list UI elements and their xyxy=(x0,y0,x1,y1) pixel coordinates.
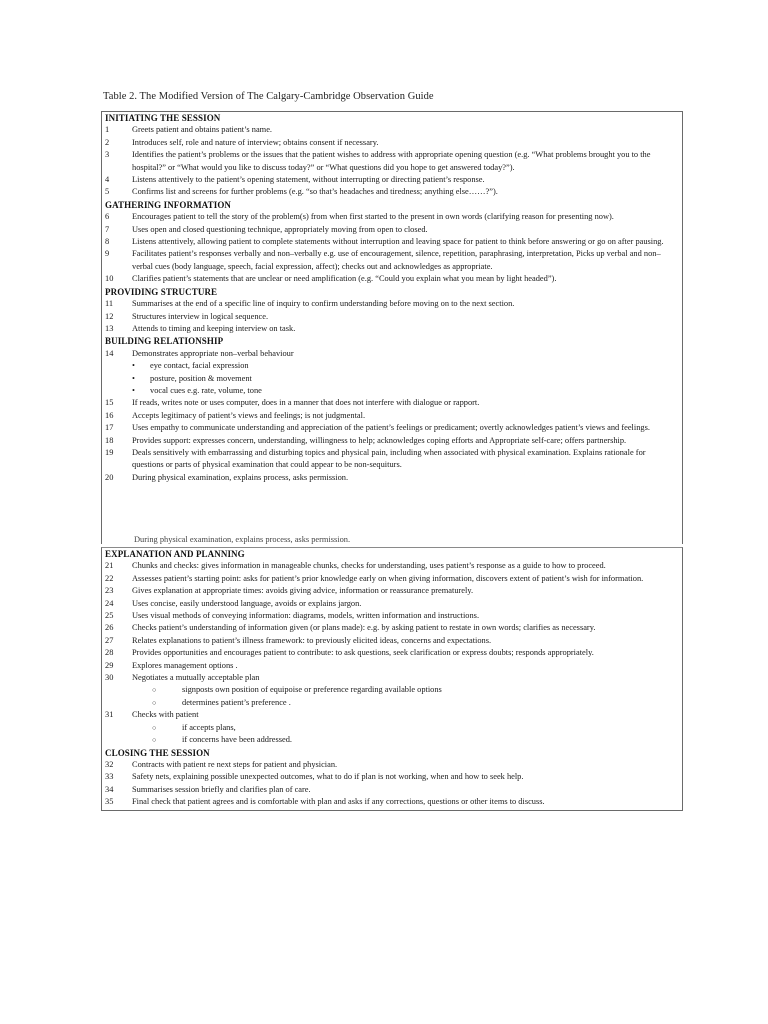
item-text: Checks patient’s understanding of information given (or plans made): e.g. by asking patient to restate in own words; clarifies as necessary. xyxy=(132,623,596,633)
item-number: 4 xyxy=(105,175,110,185)
item-body xyxy=(132,472,682,484)
guide-table-part-1 xyxy=(101,111,683,544)
list-item xyxy=(102,660,682,672)
sub-item xyxy=(132,697,676,709)
item-body xyxy=(132,124,682,136)
item-body xyxy=(132,248,682,273)
item-number: 9 xyxy=(105,249,110,259)
item-number: 32 xyxy=(105,759,114,769)
table-caption: Table 2. The Modified Version of The Calgary-Cambridge Observation Guide xyxy=(103,91,434,102)
sub-item-text: eye contact, facial expression xyxy=(150,361,249,371)
item-body xyxy=(132,560,682,572)
section-heading: EXPLANATION AND PLANNING xyxy=(105,549,245,559)
item-text: Uses empathy to communicate understanding and appreciation of the patient’s feelings or predicament; overtly acknowledges patient’s views and feelings. xyxy=(132,423,650,433)
list-item xyxy=(102,311,682,323)
item-number: 33 xyxy=(105,772,114,782)
item-body xyxy=(132,149,682,174)
item-number: 5 xyxy=(105,187,110,197)
item-text: Listens attentively to the patient’s opening statement, without interrupting or directing patient’s response. xyxy=(132,175,485,185)
item-number: 35 xyxy=(105,797,114,807)
item-body xyxy=(132,709,682,746)
sub-item xyxy=(132,722,676,734)
item-body xyxy=(132,422,682,434)
item-number: 34 xyxy=(105,784,114,794)
list-item xyxy=(102,397,682,409)
item-text: Explores management options . xyxy=(132,660,238,670)
item-text: Contracts with patient re next steps for patient and physician. xyxy=(132,759,338,769)
item-body xyxy=(132,211,682,223)
item-text: Assesses patient’s starting point: asks for patient’s prior knowledge early on when giving information, discovers extent of patient’s wish for information. xyxy=(132,573,644,583)
list-item xyxy=(102,585,682,597)
sub-item-text: posture, position & movement xyxy=(150,373,252,383)
item-body xyxy=(132,311,682,323)
item-body xyxy=(132,622,682,634)
sub-item-text: vocal cues e.g. rate, volume, tone xyxy=(150,385,262,395)
guide-table-part-2 xyxy=(101,547,683,811)
item-body xyxy=(132,784,682,796)
item-number: 11 xyxy=(105,299,114,309)
item-text: Structures interview in logical sequence. xyxy=(132,311,269,321)
circle-bullet-icon: ○ xyxy=(152,723,157,732)
item-text: Attends to timing and keeping interview on task. xyxy=(132,323,296,333)
list-item xyxy=(102,709,682,746)
list-item xyxy=(102,796,682,808)
bullet-icon: • xyxy=(132,385,135,395)
list-item xyxy=(102,435,682,447)
section-heading: PROVIDING STRUCTURE xyxy=(105,286,218,297)
circle-bullet-icon: ○ xyxy=(152,686,157,695)
item-number: 10 xyxy=(105,274,114,284)
circle-bullet-icon: ○ xyxy=(152,698,157,707)
sub-item xyxy=(132,360,676,372)
item-body xyxy=(132,186,682,198)
item-body xyxy=(132,660,682,672)
list-item xyxy=(102,759,682,771)
item-body xyxy=(132,410,682,422)
item-body xyxy=(132,323,682,335)
sub-item-text: determines patient’s preference . xyxy=(182,697,291,707)
item-number: 30 xyxy=(105,673,114,683)
item-text: Confirms list and screens for further problems (e.g. “so that’s headaches and tiredness; anything else……?”). xyxy=(132,187,498,197)
item-body xyxy=(132,672,682,709)
item-body xyxy=(132,796,682,808)
sub-item xyxy=(132,684,676,696)
item-body xyxy=(132,585,682,597)
item-body xyxy=(132,771,682,783)
item-number: 2 xyxy=(105,137,110,147)
item-number: 1 xyxy=(105,125,110,135)
item-number: 15 xyxy=(105,398,114,408)
item-text: Summarises at the end of a specific line of inquiry to confirm understanding before moving on to the next section. xyxy=(132,299,515,309)
item-number: 19 xyxy=(105,447,114,457)
item-text: Provides support: expresses concern, understanding, willingness to help; acknowledges coping efforts and Appropriate self-care; offers partnership. xyxy=(132,435,627,445)
item-number: 3 xyxy=(105,150,110,160)
item-text: Deals sensitively with embarrassing and disturbing topics and physical pain, including when associated with physical examination. Explains rationale for questions or parts of physical examination that could appear to be non-sequiturs. xyxy=(132,447,646,470)
circle-bullet-icon: ○ xyxy=(152,736,157,745)
list-item xyxy=(102,472,682,484)
sub-item-text: signposts own position of equipoise or preference regarding available options xyxy=(182,685,442,695)
list-item xyxy=(102,174,682,186)
list-item xyxy=(102,273,682,285)
item-text: Identifies the patient’s problems or the issues that the patient wishes to address with appropriate opening question (e.g. “What problems brought you to the hospital?” or “What would you like to discuss today?” or “What questions did you hope to get answered today?”). xyxy=(132,150,651,172)
sub-item-text: if accepts plans, xyxy=(182,722,236,732)
item-body xyxy=(132,447,682,472)
item-number: 21 xyxy=(105,561,114,571)
item-body xyxy=(132,224,682,236)
sub-item xyxy=(132,385,676,397)
item-body xyxy=(132,635,682,647)
item-number: 24 xyxy=(105,598,114,608)
item-body xyxy=(132,647,682,659)
list-item xyxy=(102,647,682,659)
list-item xyxy=(102,771,682,783)
item-body xyxy=(132,759,682,771)
item-text: Relates explanations to patient’s illness framework: to previously elicited ideas, concerns and expectations. xyxy=(132,635,492,645)
list-item xyxy=(102,635,682,647)
item-text: Summarises session briefly and clarifies plan of care. xyxy=(132,784,311,794)
item-text: Chunks and checks: gives information in manageable chunks, checks for understanding, uses patient’s response as a guide to how to proceed. xyxy=(132,561,606,571)
item-number: 26 xyxy=(105,623,114,633)
list-item xyxy=(102,447,682,472)
list-item xyxy=(102,298,682,310)
item-text: Listens attentively, allowing patient to complete statements without interruption and leaving space for patient to think before answering or go on after pausing. xyxy=(132,237,664,247)
section-heading: BUILDING RELATIONSHIP xyxy=(105,336,224,347)
item-text: Clarifies patient’s statements that are unclear or need amplification (e.g. “Could you explain what you mean by light headed”). xyxy=(132,274,557,284)
item-text: Introduces self, role and nature of interview; obtains consent if necessary. xyxy=(132,137,379,147)
item-number: 31 xyxy=(105,710,114,720)
item-number: 22 xyxy=(105,573,114,583)
item-number: 6 xyxy=(105,212,110,222)
item-text: Provides opportunities and encourages patient to contribute: to ask questions, seek clarification or express doubts; responds appropriately. xyxy=(132,648,594,658)
item-number: 16 xyxy=(105,410,114,420)
list-item xyxy=(102,323,682,335)
item-text: During physical examination, explains process, asks permission. xyxy=(132,472,349,482)
list-item xyxy=(102,211,682,223)
section-heading: GATHERING INFORMATION xyxy=(105,199,232,210)
item-text: Uses concise, easily understood language, avoids or explains jargon. xyxy=(132,598,362,608)
item-number: 23 xyxy=(105,586,114,596)
list-item xyxy=(102,610,682,622)
list-item xyxy=(102,622,682,634)
item-text: Checks with patient xyxy=(132,710,199,720)
item-body xyxy=(132,298,682,310)
item-number: 20 xyxy=(105,472,114,482)
item-body xyxy=(132,573,682,585)
list-item xyxy=(102,784,682,796)
item-text: Uses visual methods of conveying information: diagrams, models, written information and instructions. xyxy=(132,611,480,621)
item-body xyxy=(132,236,682,248)
item-body xyxy=(132,348,682,398)
bullet-icon: • xyxy=(132,373,135,383)
list-item xyxy=(102,348,682,398)
item-number: 7 xyxy=(105,224,110,234)
item-number: 29 xyxy=(105,660,114,670)
list-item xyxy=(102,598,682,610)
item-number: 17 xyxy=(105,423,114,433)
item-text: Final check that patient agrees and is comfortable with plan and asks if any corrections, questions or other items to discuss. xyxy=(132,797,545,807)
item-body xyxy=(132,610,682,622)
item-body xyxy=(132,598,682,610)
list-item xyxy=(102,124,682,136)
list-item xyxy=(102,186,682,198)
item-body xyxy=(132,174,682,186)
item-number: 12 xyxy=(105,311,114,321)
bullet-icon: • xyxy=(132,361,135,371)
item-number: 27 xyxy=(105,635,114,645)
list-item xyxy=(102,422,682,434)
item-number: 8 xyxy=(105,237,110,247)
item-text: Accepts legitimacy of patient’s views and feelings; is not judgmental. xyxy=(132,410,366,420)
item-text: Safety nets, explaining possible unexpected outcomes, what to do if plan is not working, when and how to seek help. xyxy=(132,772,524,782)
item-number: 13 xyxy=(105,323,114,333)
item-number: 28 xyxy=(105,648,114,658)
item-text: Facilitates patient’s responses verbally and non–verbally e.g. use of encouragement, silence, repetition, paraphrasing, interpretation, Picks up verbal and non–verbal cues (body language, speech, facial expression, affect); checks out and acknowledges as appropriate. xyxy=(132,249,661,271)
list-item xyxy=(102,224,682,236)
seam-overlap-text: During physical examination, explains process, asks permission. xyxy=(134,535,351,544)
item-body xyxy=(132,397,682,409)
sub-item xyxy=(132,373,676,385)
section-heading: INITIATING THE SESSION xyxy=(105,113,221,123)
item-body xyxy=(132,435,682,447)
list-item xyxy=(102,236,682,248)
item-text: Negotiates a mutually acceptable plan xyxy=(132,673,260,683)
list-item xyxy=(102,149,682,174)
list-item xyxy=(102,137,682,149)
item-text: If reads, writes note or uses computer, does in a manner that does not interfere with dialogue or rapport. xyxy=(132,398,480,408)
item-number: 14 xyxy=(105,348,114,358)
item-text: Greets patient and obtains patient’s name. xyxy=(132,125,273,135)
section-heading: CLOSING THE SESSION xyxy=(105,747,210,758)
sub-item xyxy=(132,734,676,746)
list-item xyxy=(102,248,682,273)
item-text: Demonstrates appropriate non–verbal behaviour xyxy=(132,348,294,358)
item-number: 25 xyxy=(105,611,114,621)
sub-item-text: if concerns have been addressed. xyxy=(182,735,292,745)
list-item xyxy=(102,573,682,585)
item-text: Encourages patient to tell the story of the problem(s) from when first started to the present in own words (clarifying reason for presenting now). xyxy=(132,212,614,222)
item-body xyxy=(132,137,682,149)
item-body xyxy=(132,273,682,285)
item-text: Gives explanation at appropriate times: avoids giving advice, information or reassurance prematurely. xyxy=(132,586,474,596)
list-item xyxy=(102,560,682,572)
item-number: 18 xyxy=(105,435,114,445)
list-item xyxy=(102,410,682,422)
item-text: Uses open and closed questioning technique, appropriately moving from open to closed. xyxy=(132,224,428,234)
list-item xyxy=(102,672,682,709)
